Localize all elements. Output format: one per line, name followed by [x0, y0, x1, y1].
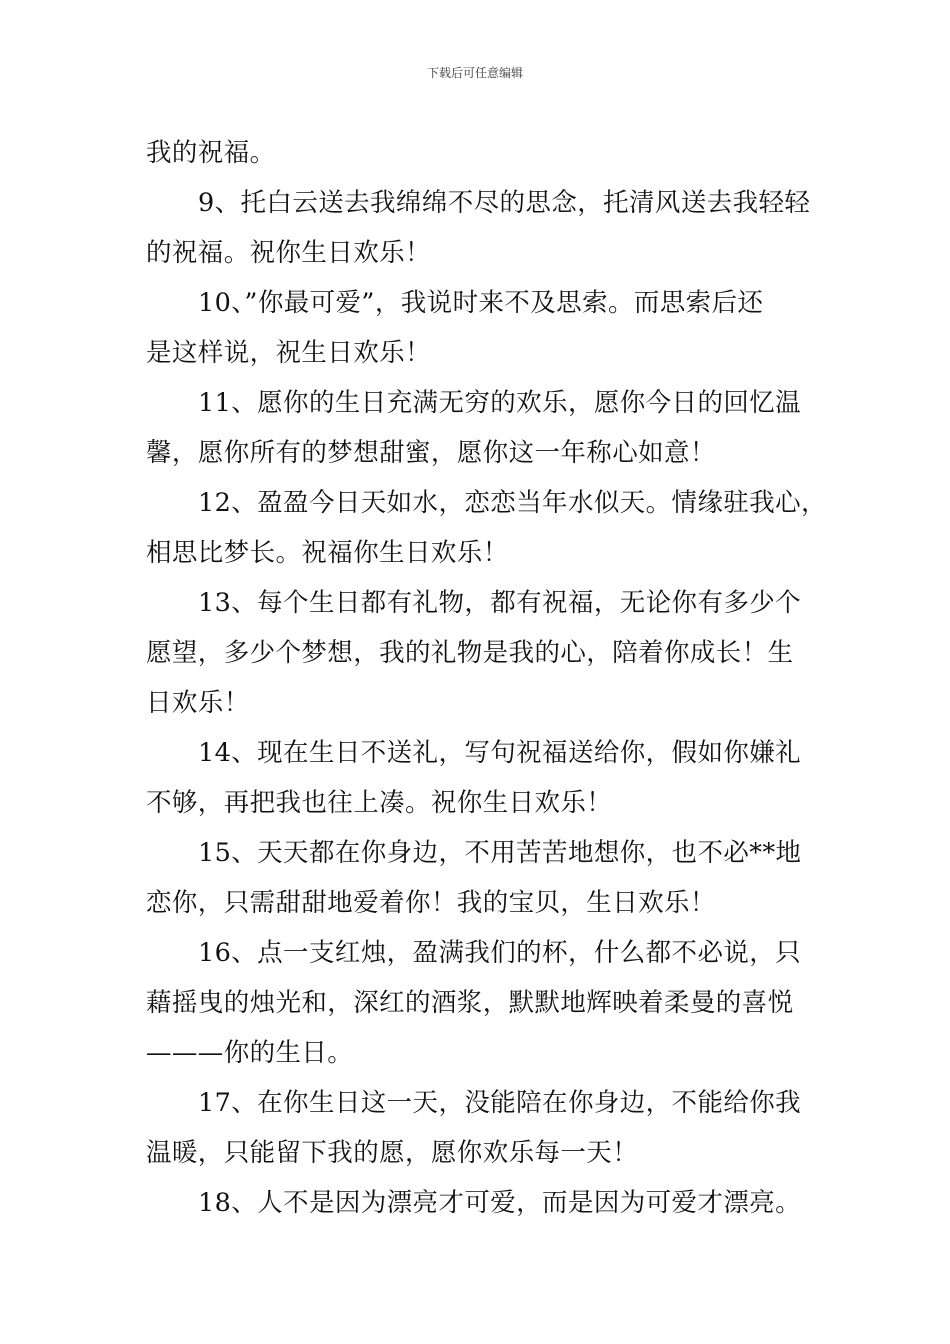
text-line: 愿望，多少个梦想，我的礼物是我的心，陪着你成长！生	[146, 638, 794, 668]
text-line: 14、现在生日不送礼，写句祝福送给你，假如你嫌礼	[198, 738, 802, 768]
text-line: 9、托白云送去我绵绵不尽的思念，托清风送去我轻轻	[198, 188, 811, 218]
text-line: 16、点一支红烛，盈满我们的杯，什么都不必说，只	[198, 938, 802, 968]
text-line: 18、人不是因为漂亮才可爱，而是因为可爱才漂亮。	[198, 1188, 802, 1218]
text-line: 15、天天都在你身边，不用苦苦地想你，也不必**地	[198, 838, 802, 868]
text-line: 我的祝福。	[146, 138, 276, 168]
text-line: 日欢乐！	[146, 688, 250, 718]
text-line: 11、愿你的生日充满无穷的欢乐，愿你今日的回忆温	[198, 388, 802, 418]
text-line: 12、盈盈今日天如水，恋恋当年水似天。情缘驻我心，	[198, 488, 827, 518]
text-line: 藉摇曳的烛光和，深红的酒浆，默默地辉映着柔曼的喜悦	[146, 988, 794, 1018]
text-line: ———你的生日。	[146, 1038, 354, 1068]
text-line: 10、”你最可爱”，我说时来不及思索。而思索后还	[198, 288, 764, 318]
page-header: 下载后可任意编辑	[426, 66, 523, 80]
text-line: 不够，再把我也往上凑。祝你生日欢乐！	[146, 788, 613, 818]
text-line: 恋你，只需甜甜地爱着你！我的宝贝，生日欢乐！	[146, 888, 716, 918]
text-line: 温暖，只能留下我的愿，愿你欢乐每一天！	[146, 1138, 639, 1168]
document-body	[146, 128, 836, 1228]
text-line: 相思比梦长。祝福你生日欢乐！	[146, 538, 509, 568]
text-line: 13、每个生日都有礼物，都有祝福，无论你有多少个	[198, 588, 802, 618]
text-line: 的祝福。祝你生日欢乐！	[146, 238, 431, 268]
text-line: 是这样说，祝生日欢乐！	[146, 338, 431, 368]
text-line: 17、在你生日这一天，没能陪在你身边，不能给你我	[198, 1088, 802, 1118]
text-line: 馨，愿你所有的梦想甜蜜，愿你这一年称心如意！	[146, 438, 716, 468]
